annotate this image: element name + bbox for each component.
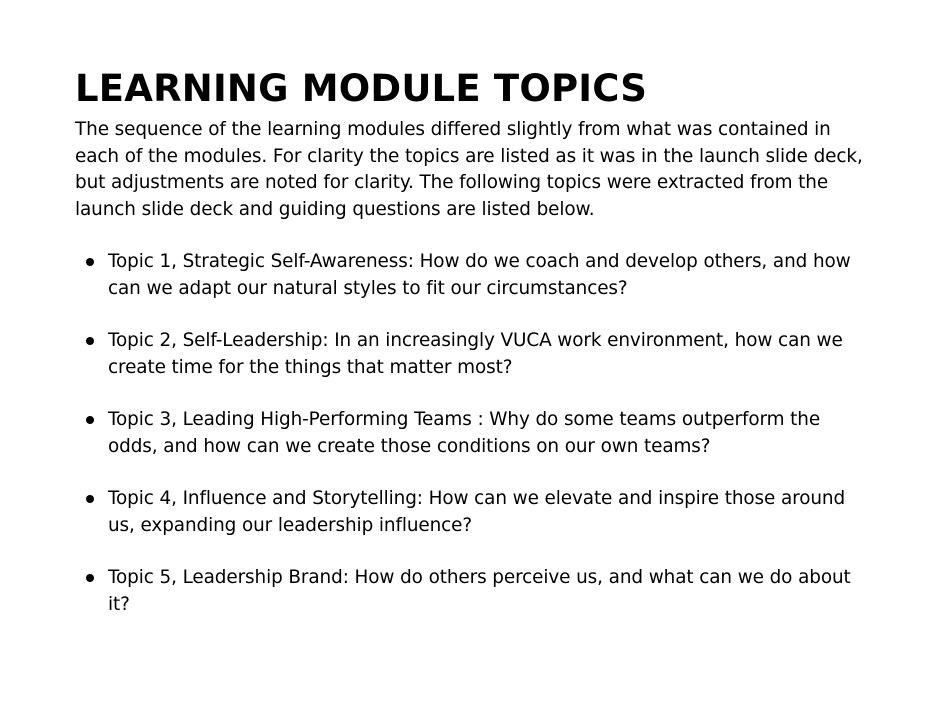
- topic-item-4: [108, 486, 868, 539]
- topic-text: Topic 1, Strategic Self-Awareness: How do we coach and develop others, and how can we adapt our natural styles to fit our circumstances?: [108, 251, 851, 299]
- bullet-icon: [86, 574, 94, 582]
- topic-item-1: [108, 249, 868, 302]
- topic-text: Topic 5, Leadership Brand: How do others perceive us, and what can we do about it?: [108, 567, 851, 615]
- bullet-icon: [86, 258, 94, 266]
- topic-text: Topic 3, Leading High-Performing Teams : Why do some teams outperform the odds, and how can we create those conditions on our own teams?: [108, 409, 821, 457]
- topic-list: [75, 249, 868, 618]
- bullet-icon: [86, 416, 94, 424]
- topic-text: Topic 4, Influence and Storytelling: How can we elevate and inspire those around us, expanding our leadership influence?: [108, 488, 846, 536]
- bullet-icon: [86, 337, 94, 345]
- topic-item-2: [108, 328, 868, 381]
- topic-item-5: [108, 565, 868, 618]
- topic-item-3: [108, 407, 868, 460]
- bullet-icon: [86, 495, 94, 503]
- document-page: [75, 66, 865, 618]
- topic-text: Topic 2, Self-Leadership: In an increasingly VUCA work environment, how can we create time for the things that matter most?: [108, 330, 843, 378]
- page-title: LEARNING MODULE TOPICS: [75, 67, 648, 110]
- intro-paragraph: The sequence of the learning modules differed slightly from what was contained in each of the modules. For clarity the topics are listed as it was in the launch slide deck, but adjustments are noted for clarity. The following topics were extracted from the launch slide deck and guiding questions are listed below.: [75, 119, 863, 220]
